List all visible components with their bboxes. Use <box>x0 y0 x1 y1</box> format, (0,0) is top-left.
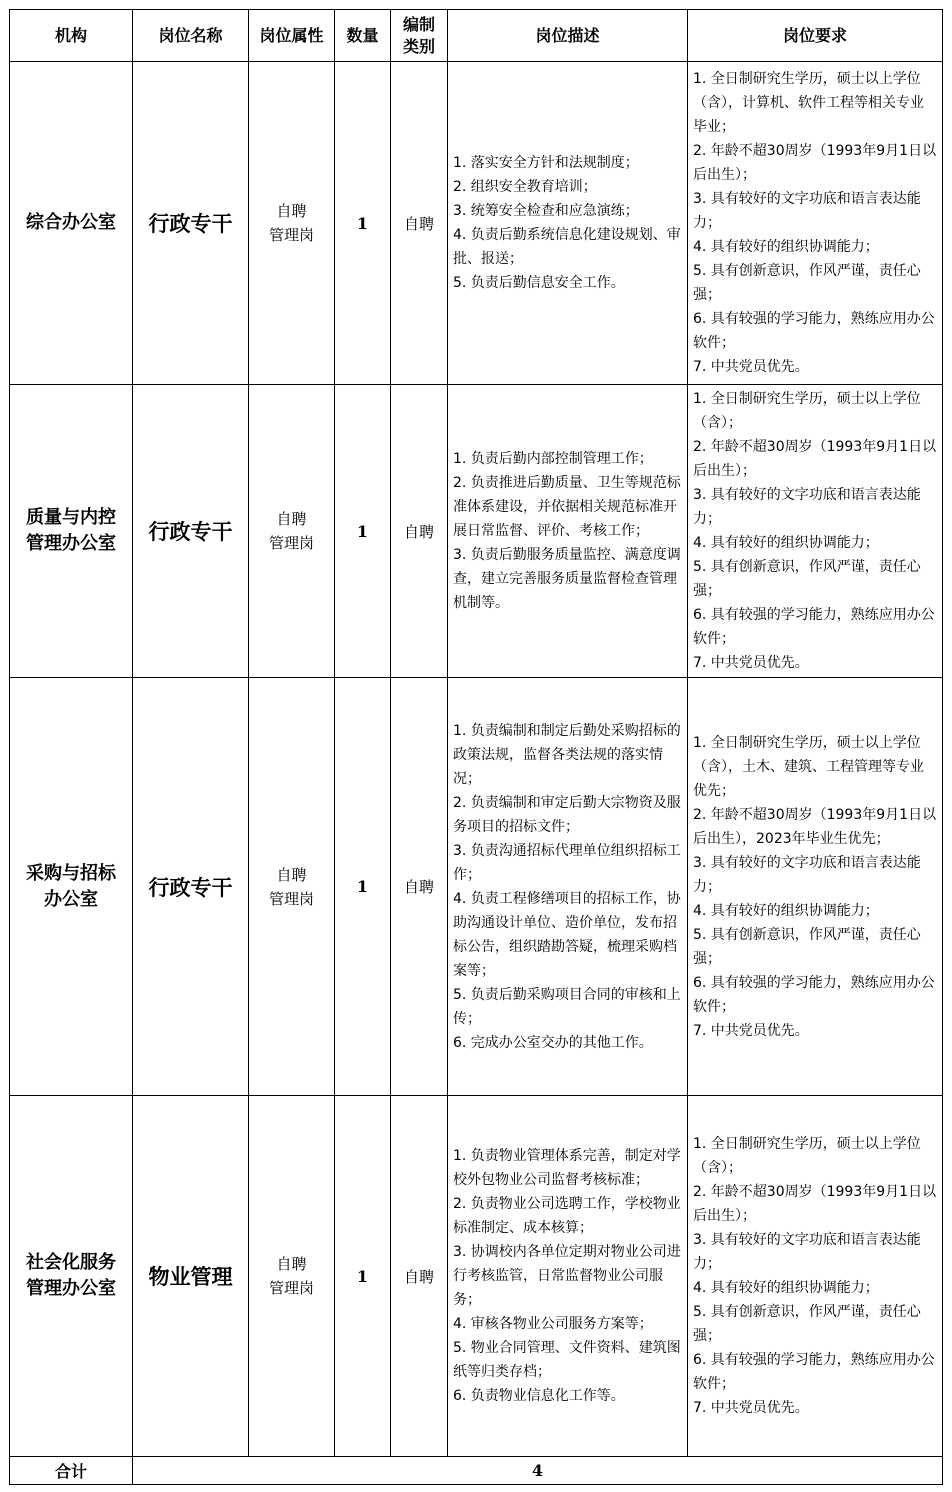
requirement-item: 5. 具有创新意识，作风严谨，责任心强； <box>693 263 921 303</box>
description-item: 6. 完成办公室交办的其他工作。 <box>453 1034 653 1051</box>
post-attr-cell <box>249 62 335 385</box>
header-post-attr: 岗位属性 <box>249 10 335 62</box>
org-line: 管理办公室 <box>26 533 116 554</box>
org-line: 质量与内控 <box>26 507 116 528</box>
description-cell <box>448 385 688 678</box>
description-item: 1. 负责后勤内部控制管理工作； <box>453 451 653 467</box>
post-name-cell: 行政专干 <box>133 385 249 678</box>
requirement-item: 5. 具有创新意识，作风严谨，责任心强； <box>693 1304 921 1344</box>
requirement-item: 2. 年龄不超30周岁（1993年9月1日以后出生）； <box>693 1184 937 1224</box>
requirement-item: 7. 中共党员优先。 <box>693 359 809 375</box>
post-attr-line: 自聘 <box>276 510 307 528</box>
header-requirements: 岗位要求 <box>688 10 943 62</box>
post-attr-cell <box>249 1096 335 1457</box>
table-row <box>10 62 943 385</box>
org-cell <box>10 678 133 1096</box>
description-item: 5. 物业合同管理、文件资料、建筑图纸等归类存档； <box>453 1340 681 1380</box>
description-item: 2. 负责物业公司选聘工作，学校物业标准制定、成本核算； <box>453 1196 681 1236</box>
description-item: 3. 协调校内各单位定期对物业公司进行考核监管，日常监督物业公司服务； <box>453 1244 681 1308</box>
requirements-cell <box>688 678 943 1096</box>
requirement-item: 3. 具有较好的文字功底和语言表达能力； <box>693 854 921 895</box>
post-attr-line: 自聘 <box>276 865 307 884</box>
description-item: 3. 统筹安全检查和应急演练； <box>453 203 639 219</box>
org-line: 管理办公室 <box>26 1278 116 1299</box>
requirement-item: 6. 具有较强的学习能力，熟练应用办公软件； <box>693 311 935 351</box>
header-count: 数量 <box>335 10 391 62</box>
header-row <box>10 10 943 62</box>
description-cell <box>448 1096 688 1457</box>
description-item: 4. 负责后勤系统信息化建设规划、审批、报送； <box>453 227 681 267</box>
requirement-item: 4. 具有较好的组织协调能力； <box>693 239 879 255</box>
post-name-cell: 物业管理 <box>133 1096 249 1457</box>
header-staff-type-line1: 编制 <box>402 14 435 34</box>
count-cell: 1 <box>335 1096 391 1457</box>
count-cell: 1 <box>335 62 391 385</box>
description-item: 1. 落实安全方针和法规制度； <box>453 155 639 171</box>
requirement-item: 5. 具有创新意识，作风严谨，责任心强； <box>693 926 921 967</box>
org-cell <box>10 1096 133 1457</box>
requirement-item: 7. 中共党员优先。 <box>693 1400 809 1416</box>
org-line: 综合办公室 <box>26 212 116 233</box>
requirement-item: 6. 具有较强的学习能力，熟练应用办公软件； <box>693 974 935 1015</box>
requirement-item: 5. 具有创新意识，作风严谨，责任心强； <box>693 559 921 599</box>
post-attr-line: 管理岗 <box>268 1279 314 1297</box>
description-item: 6. 负责物业信息化工作等。 <box>453 1388 625 1404</box>
total-value: 4 <box>133 1457 943 1485</box>
description-item: 1. 负责物业管理体系完善，制定对学校外包物业公司监督考核标准； <box>453 1148 681 1188</box>
post-name-cell: 行政专干 <box>133 678 249 1096</box>
description-cell <box>448 62 688 385</box>
recruitment-table <box>9 9 943 1485</box>
requirement-item: 2. 年龄不超30周岁（1993年9月1日以后出生）； <box>693 143 937 183</box>
requirement-item: 1. 全日制研究生学历，硕士以上学位（含）； <box>693 391 921 431</box>
requirement-item: 2. 年龄不超30周岁（1993年9月1日以后出生）； <box>693 439 937 479</box>
count-cell: 1 <box>335 678 391 1096</box>
description-item: 2. 负责推进后勤质量、卫生等规范标准体系建设，并依据相关规范标准开展日常监督、评价、考核工作； <box>453 475 681 539</box>
requirement-item: 3. 具有较好的文字功底和语言表达能力； <box>693 487 921 527</box>
requirement-item: 7. 中共党员优先。 <box>693 1022 809 1039</box>
count-cell: 1 <box>335 385 391 678</box>
total-label: 合计 <box>10 1457 133 1485</box>
org-cell <box>10 385 133 678</box>
description-item: 5. 负责后勤采购项目合同的审核和上传； <box>453 986 681 1027</box>
total-row <box>10 1457 943 1485</box>
description-item: 4. 审核各物业公司服务方案等； <box>453 1316 653 1332</box>
staff-type-cell: 自聘 <box>391 678 448 1096</box>
requirements-cell <box>688 1096 943 1457</box>
post-attr-line: 管理岗 <box>268 889 314 908</box>
description-item: 3. 负责沟通招标代理单位组织招标工作； <box>453 842 681 883</box>
header-staff-type <box>391 10 448 62</box>
requirement-item: 4. 具有较好的组织协调能力； <box>693 535 879 551</box>
description-item: 1. 负责编制和制定后勤处采购招标的政策法规，监督各类法规的落实情况； <box>453 722 681 787</box>
table-row <box>10 678 943 1096</box>
requirement-item: 1. 全日制研究生学历，硕士以上学位（含）； <box>693 1136 921 1176</box>
description-cell <box>448 678 688 1096</box>
org-line: 采购与招标 <box>26 862 116 884</box>
requirement-item: 1. 全日制研究生学历，硕士以上学位（含），计算机、软件工程等相关专业毕业； <box>693 71 924 135</box>
staff-type-cell: 自聘 <box>391 1096 448 1457</box>
post-name-cell: 行政专干 <box>133 62 249 385</box>
requirement-item: 3. 具有较好的文字功底和语言表达能力； <box>693 1232 921 1272</box>
description-item: 5. 负责后勤信息安全工作。 <box>453 275 625 291</box>
header-description: 岗位描述 <box>448 10 688 62</box>
requirement-item: 4. 具有较好的组织协调能力； <box>693 1280 879 1296</box>
requirements-cell <box>688 62 943 385</box>
requirement-item: 3. 具有较好的文字功底和语言表达能力； <box>693 191 921 231</box>
org-line: 办公室 <box>44 888 98 910</box>
header-org: 机构 <box>10 10 133 62</box>
post-attr-line: 自聘 <box>276 1255 307 1273</box>
header-staff-type-line2: 类别 <box>402 36 435 56</box>
description-item: 4. 负责工程修缮项目的招标工作，协助沟通设计单位、造价单位，发布招标公告，组织踏勘答疑，梳理采购档案等； <box>453 890 681 979</box>
table-row <box>10 385 943 678</box>
post-attr-line: 管理岗 <box>268 226 314 244</box>
org-cell <box>10 62 133 385</box>
description-item: 3. 负责后勤服务质量监控、满意度调查，建立完善服务质量监督检查管理机制等。 <box>453 547 681 611</box>
requirement-item: 7. 中共党员优先。 <box>693 655 809 671</box>
description-item: 2. 负责编制和审定后勤大宗物资及服务项目的招标文件； <box>453 794 681 835</box>
requirement-item: 2. 年龄不超30周岁（1993年9月1日以后出生），2023年毕业生优先； <box>693 806 937 847</box>
header-post-name: 岗位名称 <box>133 10 249 62</box>
staff-type-cell: 自聘 <box>391 62 448 385</box>
post-attr-cell <box>249 385 335 678</box>
requirements-cell <box>688 385 943 678</box>
post-attr-cell <box>249 678 335 1096</box>
post-attr-line: 管理岗 <box>268 534 314 552</box>
org-line: 社会化服务 <box>26 1252 116 1273</box>
requirement-item: 1. 全日制研究生学历，硕士以上学位（含），土木、建筑、工程管理等专业优先； <box>693 734 924 799</box>
post-attr-line: 自聘 <box>276 202 307 220</box>
table-row <box>10 1096 943 1457</box>
staff-type-cell: 自聘 <box>391 385 448 678</box>
requirement-item: 4. 具有较好的组织协调能力； <box>693 902 879 919</box>
requirement-item: 6. 具有较强的学习能力，熟练应用办公软件； <box>693 607 935 647</box>
description-item: 2. 组织安全教育培训； <box>453 179 597 195</box>
requirement-item: 6. 具有较强的学习能力，熟练应用办公软件； <box>693 1352 935 1392</box>
